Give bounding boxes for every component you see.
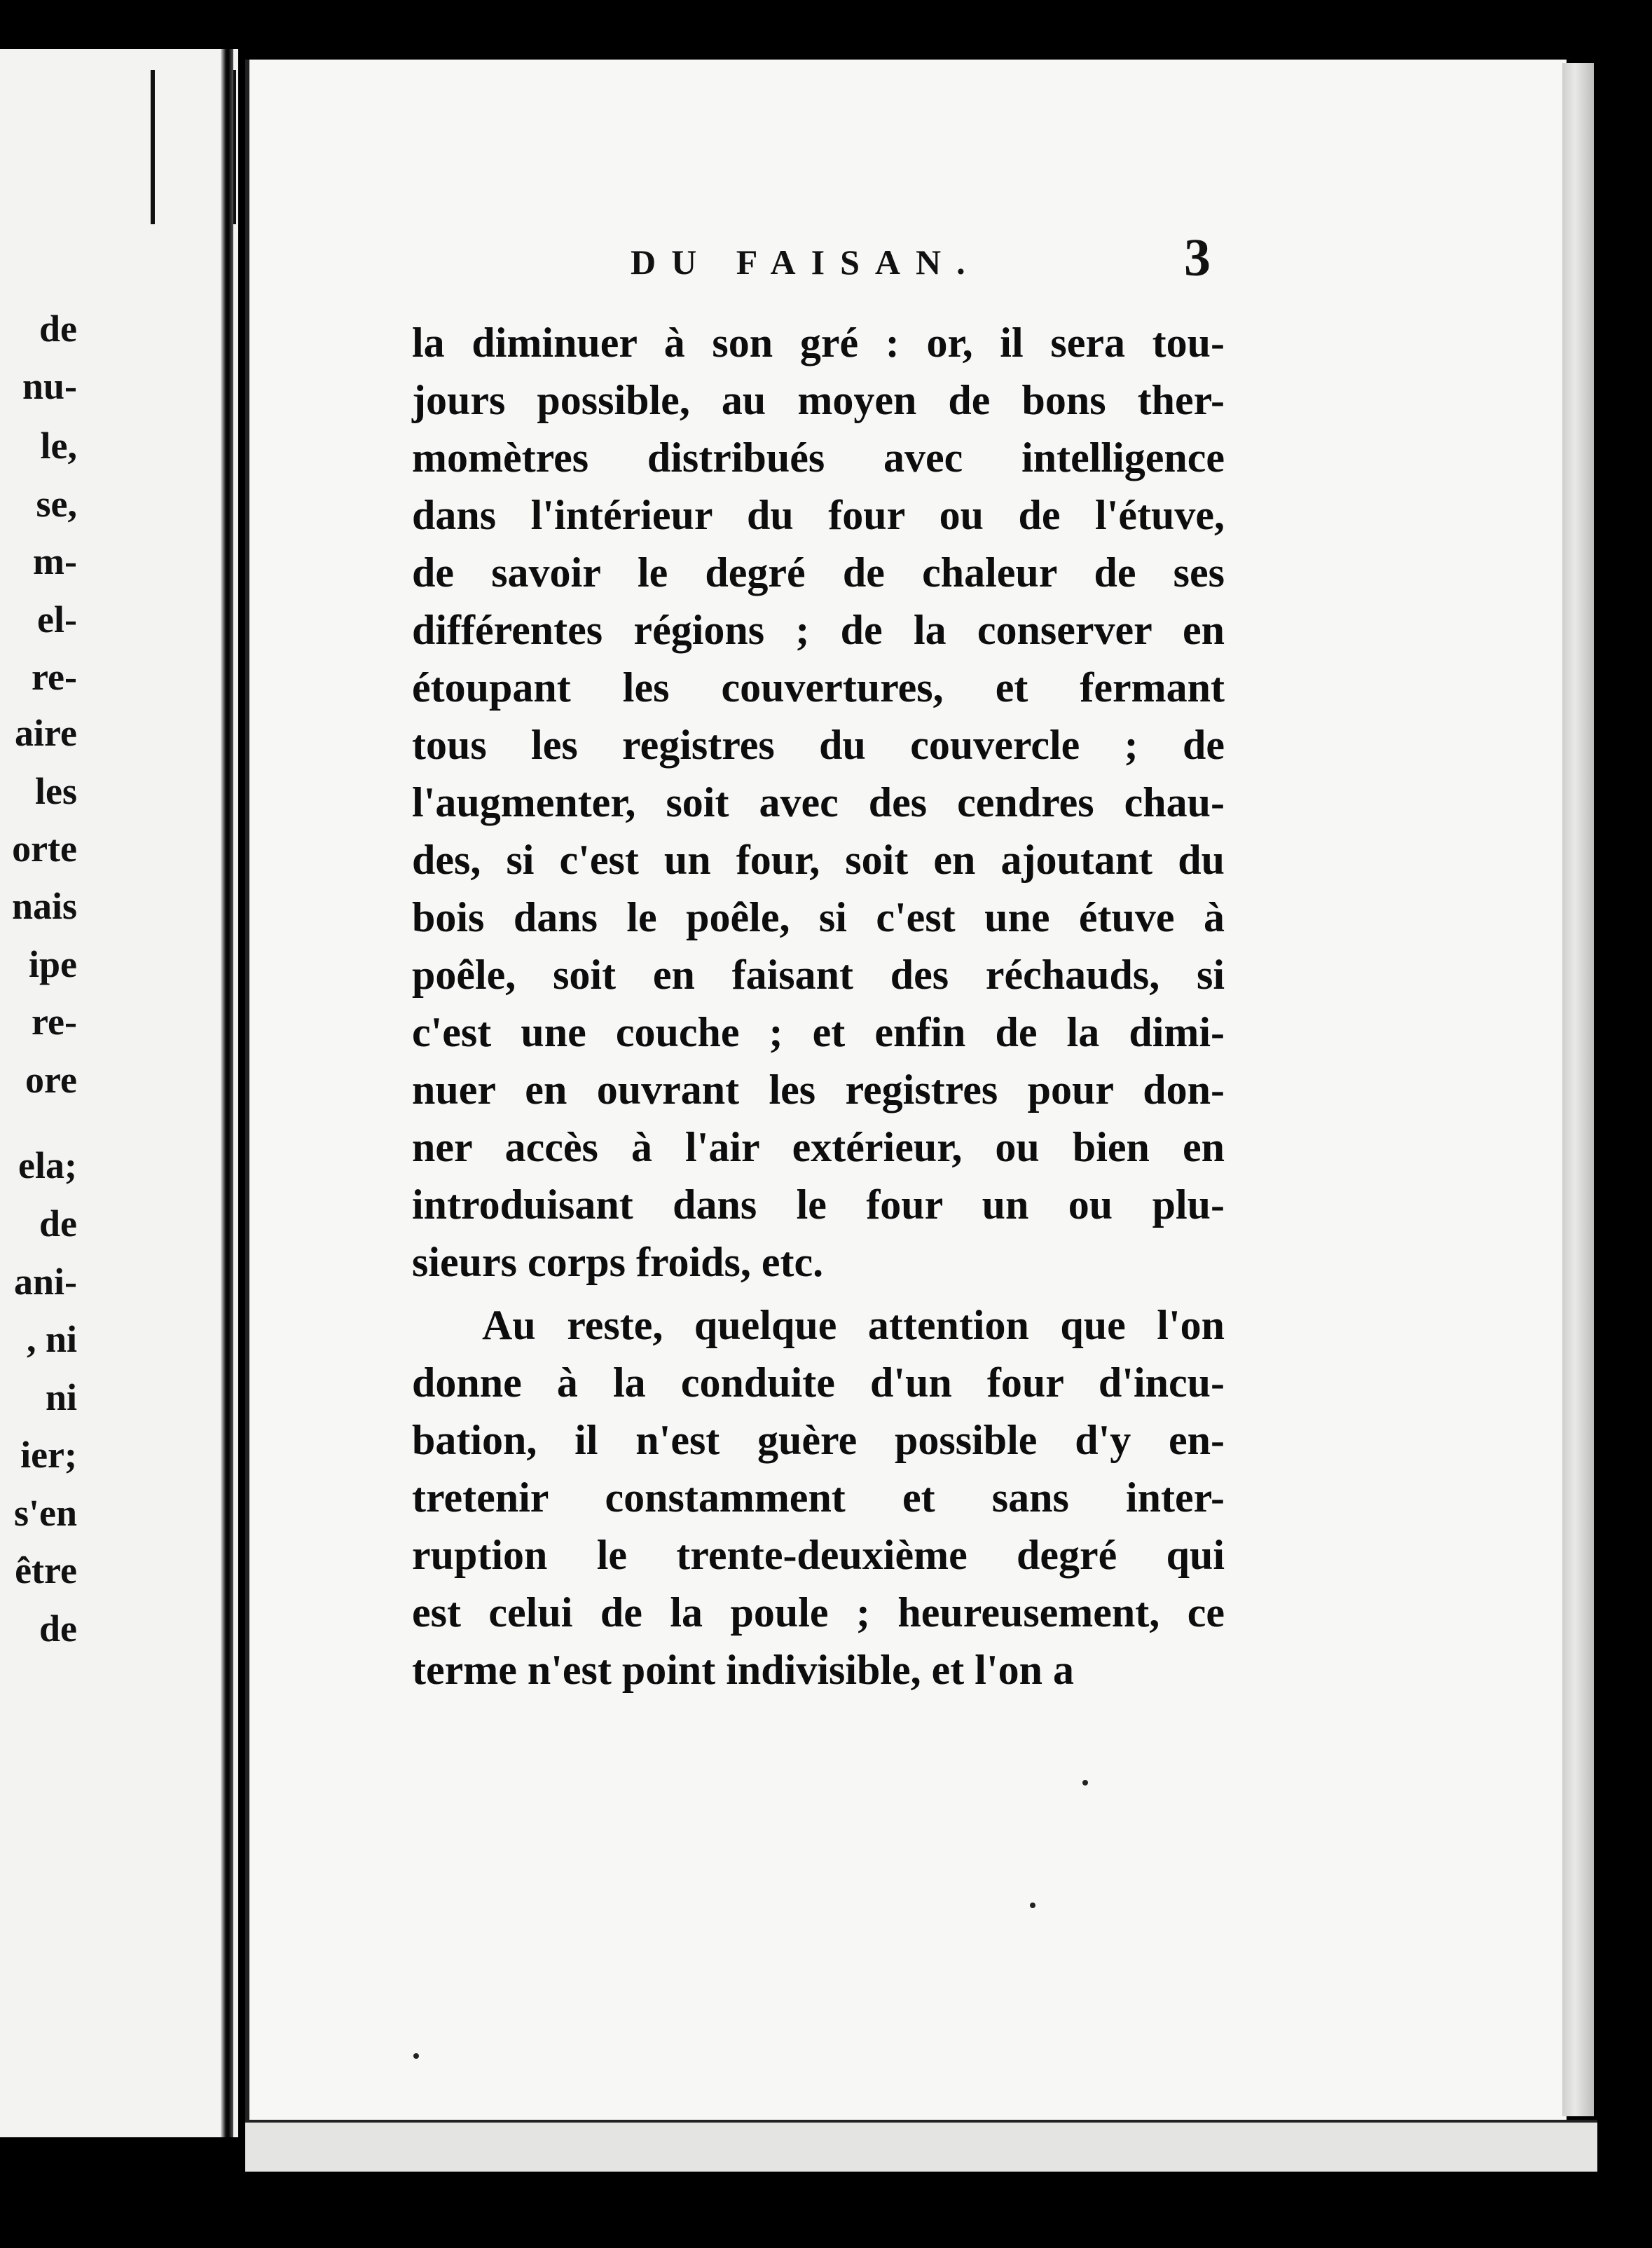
page-bottom-edge — [245, 2120, 1597, 2172]
text-line: sieurs corps froids, etc. — [412, 1239, 824, 1285]
page-number: 3 — [1184, 228, 1211, 287]
text-line: c'est une couche ; et enfin de la dimi- — [412, 1009, 1225, 1055]
left-page-line: se, — [36, 483, 77, 525]
text-line: dans l'intérieur du four ou de l'étuve, — [412, 492, 1225, 538]
text-line: introduisant dans le four un ou plu- — [412, 1181, 1225, 1228]
text-line: la diminuer à son gré : or, il sera tou- — [412, 320, 1225, 366]
left-page-line: re- — [32, 1001, 77, 1043]
text-line: bation, il n'est guère possible d'y en- — [412, 1417, 1225, 1463]
left-page-line: ni — [45, 1376, 77, 1418]
text-line: étoupant les couvertures, et fermant — [412, 664, 1225, 711]
text-line: jours possible, au moyen de bons ther- — [412, 377, 1225, 423]
left-page-line: ela; — [18, 1144, 77, 1186]
left-page-line: orte — [12, 828, 77, 870]
ink-speck — [1082, 1780, 1088, 1786]
text-line: momètres distribués avec intelligence — [412, 434, 1225, 481]
ink-speck — [1030, 1903, 1035, 1908]
text-line: tretenir constamment et sans inter- — [412, 1474, 1225, 1521]
ink-speck — [413, 2053, 419, 2059]
text-line: ner accès à l'air extérieur, ou bien en — [412, 1124, 1225, 1170]
left-page-line: le, — [40, 425, 77, 467]
text-line: terme n'est point indivisible, et l'on a — [412, 1647, 1074, 1693]
text-line: bois dans le poêle, si c'est une étuve à — [412, 894, 1225, 940]
text-line: poêle, soit en faisant des réchauds, si — [412, 952, 1225, 998]
left-page-line: nais — [11, 885, 77, 927]
text-line: tous les registres du couvercle ; de — [412, 722, 1225, 768]
left-page-line: ipe — [28, 943, 77, 985]
running-head: DU FAISAN. — [631, 242, 981, 282]
text-line: nuer en ouvrant les registres pour don- — [412, 1067, 1225, 1113]
left-page-line: ier; — [20, 1434, 77, 1476]
left-page-line: , ni — [26, 1318, 77, 1360]
text-line: différentes régions ; de la conserver en — [412, 607, 1225, 653]
left-page-line: aire — [15, 712, 77, 754]
left-page-line: de — [39, 1202, 77, 1245]
text-line: de savoir le degré de chaleur de ses — [412, 549, 1225, 596]
left-page-line: ore — [25, 1059, 77, 1101]
gutter-shadow — [221, 49, 233, 2137]
text-line: donne à la conduite d'un four d'incu- — [412, 1359, 1225, 1406]
left-page-line: nu- — [22, 365, 77, 407]
left-page-fragment — [0, 49, 238, 2137]
left-page-line: m- — [33, 540, 77, 582]
text-line: est celui de la poule ; heureusement, ce — [412, 1589, 1225, 1636]
left-page-line: être — [15, 1549, 77, 1591]
text-line: l'augmenter, soit avec des cendres chau- — [412, 779, 1225, 825]
text-line: des, si c'est un four, soit en ajoutant du — [412, 837, 1225, 883]
text-line: Au reste, quelque attention que l'on — [482, 1302, 1225, 1348]
left-page-line: s'en — [13, 1492, 77, 1534]
text-line: ruption le trente-deuxième degré qui — [412, 1532, 1225, 1578]
page-edge — [1562, 63, 1594, 2116]
left-page-line: re- — [32, 656, 77, 698]
left-page-line: de — [39, 308, 77, 350]
left-page-line: les — [35, 770, 77, 812]
left-page-line: ani- — [13, 1261, 77, 1303]
left-page-line: el- — [37, 598, 77, 640]
left-page-line: de — [39, 1608, 77, 1650]
